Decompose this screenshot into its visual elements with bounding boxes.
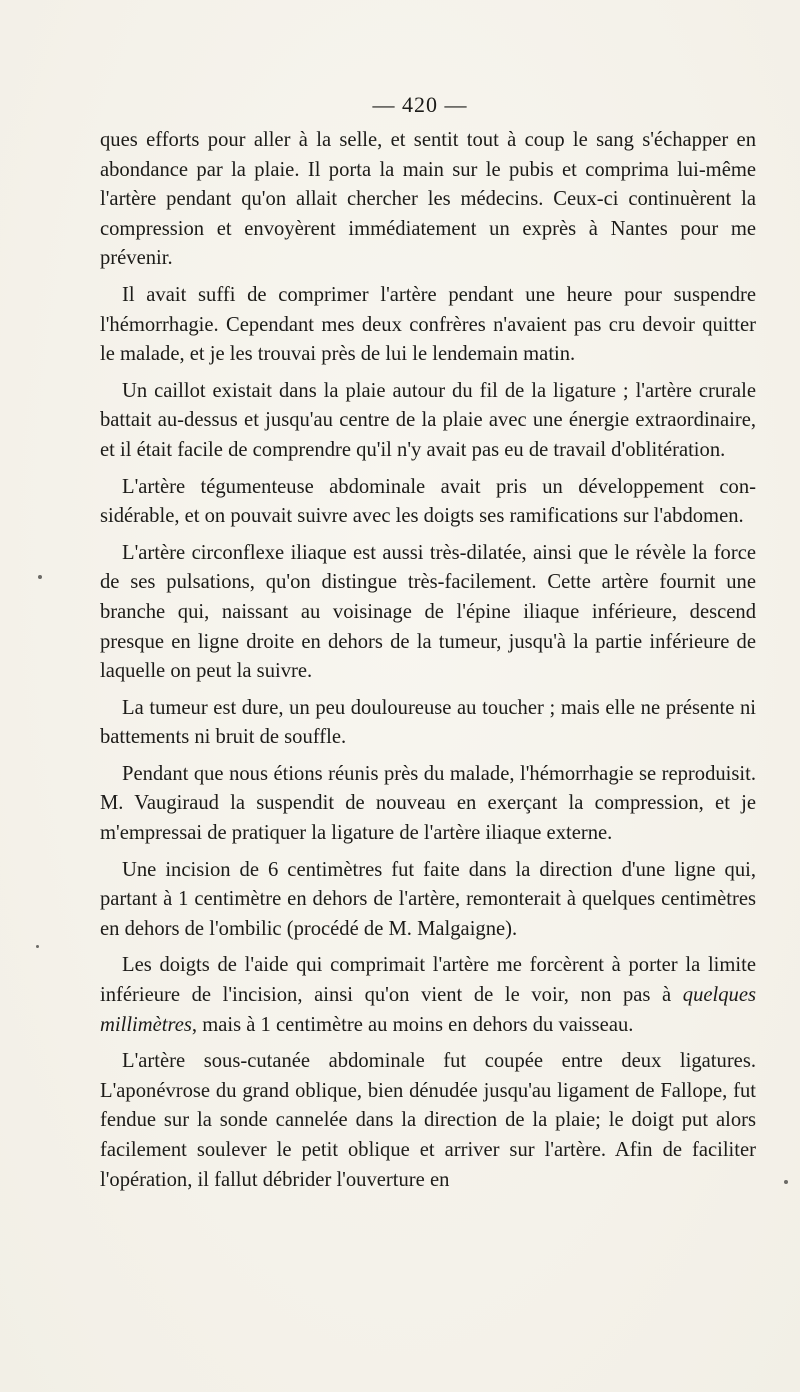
paragraph-9-text-after: , mais à 1 centimètre au moins en dehors du vaisseau. (191, 1013, 634, 1036)
ink-speck (38, 575, 42, 579)
body-text (100, 126, 756, 1195)
paragraph-5: L'artère circonflexe iliaque est aussi très-dilatée, ainsi que le révèle la force de ses pulsations, qu'on distingue très-facilement. Cette artère fournit une branche qui, naissant au voisinage de l'épine iliaque inférieure, descend presque en ligne droite en dehors de la tumeur, jusqu'à la partie inférieure de laquelle on peut la suivre. (100, 541, 756, 683)
ink-speck (36, 945, 39, 948)
paragraph-9 (100, 951, 756, 1040)
paragraph-2: Il avait suffi de comprimer l'artère pendant une heure pour suspendre l'hémorrhagie. Cependant mes deux confrères n'avaient pas cru devoir quitter le malade, et je les trouvai près de lui le lendemain matin. (100, 283, 756, 366)
italic-phrase: quelques millimètres (100, 984, 756, 1036)
paragraph-7: Pendant que nous étions réunis près du malade, l'hémorrhagie se reproduisit. M. Vaugiraud la suspendit de nouveau en exerçant la compression, et je m'empressai de pratiquer la ligature de l'artère iliaque externe. (100, 762, 756, 845)
paragraph-3: Un caillot existait dans la plaie autour du fil de la ligature ; l'artère crurale battait au-dessus et jusqu'au centre de la plaie avec une énergie extraordinaire, et il était facile de comprendre qu'il n'y avait pas eu de travail d'oblitération. (100, 379, 756, 461)
paragraph-10: L'artère sous-cutanée abdominale fut coupée entre deux ligatures. L'aponévrose du grand oblique, bien dénudée jusqu'au ligament de Fallope, fut fendue sur la sonde cannelée dans la direction de la plaie; le doigt put alors facilement soulever le petit oblique et arriver sur l'artère. Afin de faciliter l'opération, il fallut débrider l'ouverture en (100, 1050, 756, 1191)
paragraph-1: ques efforts pour aller à la selle, et sentit tout à coup le sang s'échapper en abondance par la plaie. Il porta la main sur le pubis et comprima lui-même l'artère pendant qu'on allait chercher les médecins. Ceux-ci continuèrent la compression et envoyèrent immédiatement un exprès à Nantes pour me prévenir. (100, 129, 756, 270)
ink-speck (784, 1180, 788, 1184)
paragraph-9-text-before: Les doigts de l'aide qui comprimait l'artère me forcèrent à porter la limite inférieure de l'incision, ainsi qu'on vient de le voir, non pas à (100, 954, 756, 1007)
page-number: — 420 — (372, 92, 468, 117)
paragraph-8: Une incision de 6 centimètres fut faite dans la direction d'une ligne qui, partant à 1 centimètre en dehors de l'artère, remonterait à quelques centimètres en dehors de l'ombilic (procédé de M. Malgaigne). (100, 858, 756, 940)
paragraph-6: La tumeur est dure, un peu douloureuse au toucher ; mais elle ne présente ni battements ni bruit de souffle. (100, 696, 756, 749)
paragraph-4: L'artère tégumenteuse abdominale avait pris un développement considérable, et on pouvait suivre avec les doigts ses ramifications sur l'abdomen. (100, 475, 756, 528)
